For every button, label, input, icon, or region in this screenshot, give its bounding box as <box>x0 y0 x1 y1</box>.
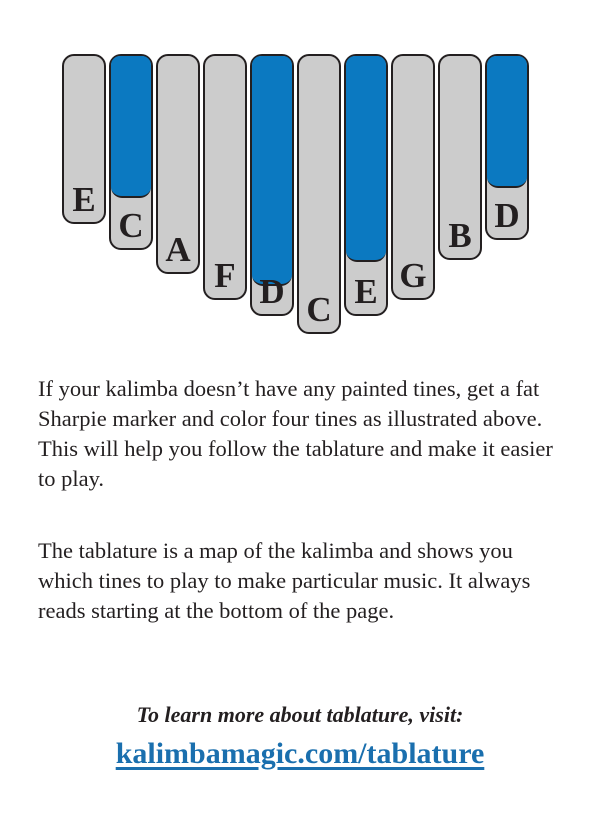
tine-note-label: B <box>448 216 472 255</box>
learn-more-prompt: To learn more about tablature, visit: <box>136 702 464 727</box>
tablature-link[interactable]: kalimbamagic.com/tablature <box>115 737 485 770</box>
tine-note-label: D <box>494 196 520 235</box>
tine-note-label: A <box>165 230 191 269</box>
kalimba-tine-9 <box>438 54 482 260</box>
kalimba-tine-10 <box>485 54 529 240</box>
tine-note-label: F <box>214 256 236 295</box>
painted-marker <box>487 56 527 188</box>
tine-note-label: C <box>118 206 144 245</box>
kalimba-diagram <box>56 48 546 338</box>
painted-marker <box>111 56 151 198</box>
tine-note-label: E <box>72 180 96 219</box>
tine-note-label: E <box>354 272 378 311</box>
paragraph-painted-tines: If your kalimba doesn’t have any painted tines, get a fat Sharpie marker and color four tines as illustrated above. This will help you follow the tablature and make it easier to play. <box>38 376 553 491</box>
kalimba-tine-8 <box>391 54 435 300</box>
kalimba-tine-5 <box>250 54 294 316</box>
paragraph-tablature-explained: The tablature is a map of the kalimba and shows you which tines to play to make particular music. It always reads starting at the bottom of the page. <box>38 538 531 623</box>
tine-note-label: D <box>259 272 285 311</box>
kalimba-tine-4 <box>203 54 247 300</box>
tine-note-label: G <box>399 256 427 295</box>
tine-note-label: C <box>306 290 332 329</box>
kalimba-tine-7 <box>344 54 388 316</box>
kalimba-tine-3 <box>156 54 200 274</box>
kalimba-tine-6 <box>297 54 341 334</box>
kalimba-tine-1 <box>62 54 106 224</box>
painted-marker <box>346 56 386 262</box>
kalimba-tine-2 <box>109 54 153 250</box>
painted-marker <box>252 56 292 286</box>
